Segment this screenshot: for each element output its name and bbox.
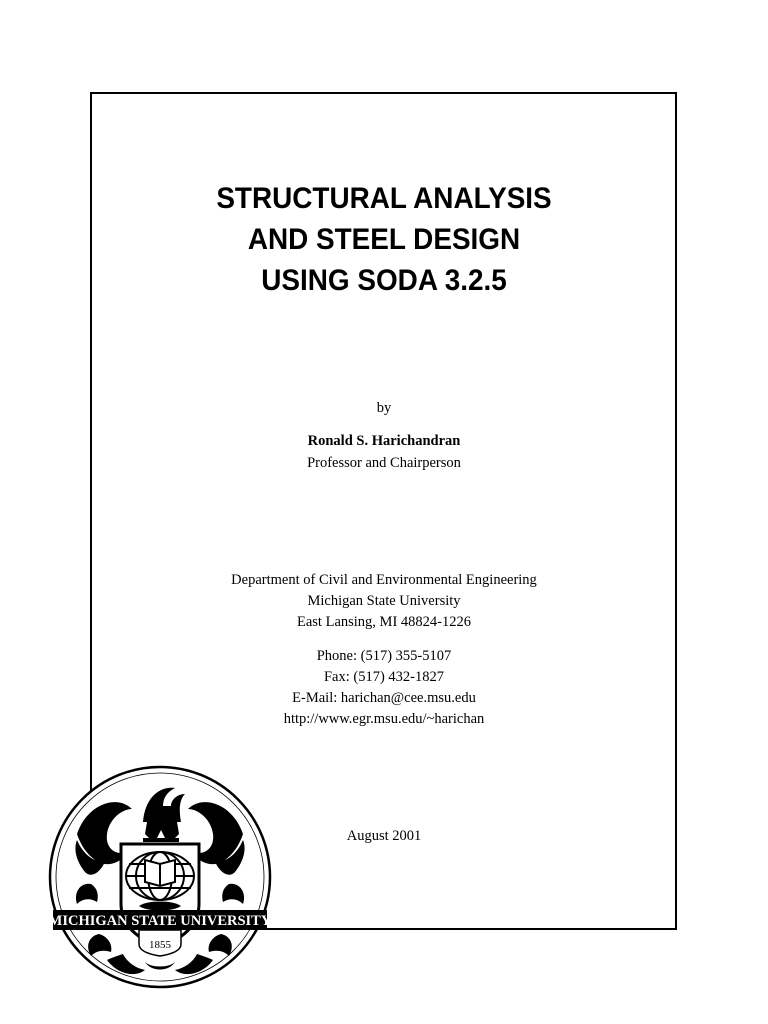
publication-date: August 2001 bbox=[346, 828, 422, 844]
author-name: Ronald S. Harichandran bbox=[307, 433, 461, 449]
seal-year-text: 1855 bbox=[149, 939, 171, 951]
title-line-2: AND STEEL DESIGN bbox=[247, 223, 521, 256]
website-url: http://www.egr.msu.edu/~harichan bbox=[283, 711, 485, 727]
phone: Phone: (517) 355-5107 bbox=[316, 648, 452, 664]
university: Michigan State University bbox=[307, 593, 461, 609]
seal-banner-text: MICHIGAN STATE UNIVERSITY bbox=[48, 913, 272, 929]
author-position: Professor and Chairperson bbox=[307, 455, 461, 471]
fax: Fax: (517) 432-1827 bbox=[323, 669, 444, 685]
byline: by bbox=[376, 400, 392, 416]
title-line-3: USING SODA 3.2.5 bbox=[261, 264, 507, 297]
department: Department of Civil and Environmental Engineering bbox=[231, 572, 537, 588]
city-address: East Lansing, MI 48824-1226 bbox=[297, 614, 471, 630]
document-title bbox=[27, 178, 741, 301]
email: E-Mail: harichan@cee.msu.edu bbox=[292, 690, 476, 706]
title-line-1: STRUCTURAL ANALYSIS bbox=[216, 182, 552, 215]
msu-seal-icon bbox=[47, 764, 273, 990]
